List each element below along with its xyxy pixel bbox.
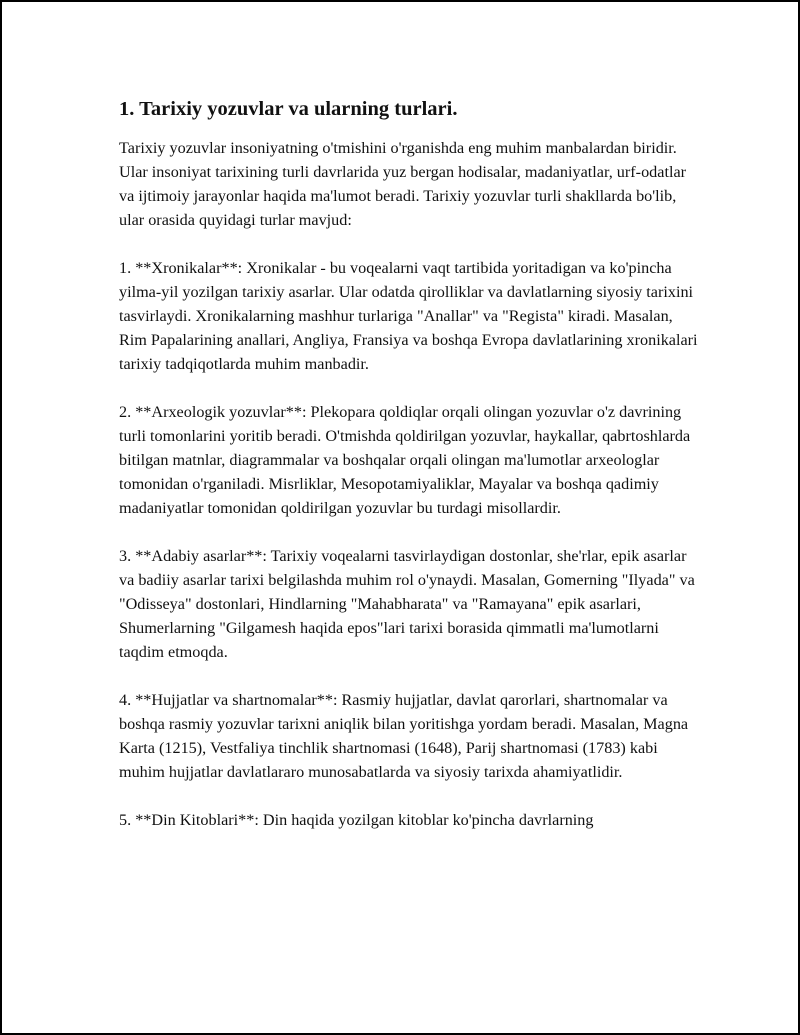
paragraph-spacer <box>119 664 699 688</box>
paragraph-arxeologik-yozuvlar: 2. **Arxeologik yozuvlar**: Plekopara qoldiqlar orqali olingan yozuvlar o'z davrining turli tomonlarini yoritib beradi. O'tmishda qoldirilgan yozuvlar, haykallar, qabrtoshlarda bitilgan matnlar, diagrammalar va boshqalar orqali olingan ma'lumotlar arxeologlar tomonidan o'rganiladi. Misrliklar, Mesopotamiyaliklar, Mayalar va boshqa qadimiy madaniyatlar tomonidan qoldirilgan yozuvlar bu turdagi misollardir. <box>119 403 691 517</box>
paragraph-spacer <box>119 376 699 400</box>
paragraph-hujjatlar: 4. **Hujjatlar va shartnomalar**: Rasmiy hujjatlar, davlat qarorlari, shartnomalar va boshqa rasmiy yozuvlar tarixni aniqlik bilan yoritishga yordam beradi. Masalan, Magna Karta (1215), Vestfaliya tinchlik shartnomasi (1648), Parij shartnomasi (1783) kabi muhim hujjatlar davlatlararo munosabatlarda va siyosiy tarixda ahamiyatlidir. <box>119 691 689 781</box>
intro-paragraph: Tarixiy yozuvlar insoniyatning o'tmishini o'rganishda eng muhim manbalardan biridir. Ular insoniyat tarixining turli davrlarida yuz bergan hodisalar, madaniyatlar, urf-odatlar va ijtimoiy jarayonlar haqida ma'lumot beradi. Tarixiy yozuvlar turli shakllarda bo'lib, ular orasida quyidagi turlar mavjud: <box>119 139 687 229</box>
paragraph-spacer <box>119 784 699 808</box>
paragraph-xronikalar: 1. **Xronikalar**: Xronikalar - bu voqealarni vaqt tartibida yoritadigan va ko'pincha yilma-yil yozilgan tarixiy asarlar. Ular odatda qirolliklar va davlatlarning siyosiy tarixini tasvirlaydi. Xronikalarning mashhur turlariga "Anallar" va "Regista" kiradi. Masalan, Rim Papalarining anallari, Angliya, Fransiya va boshqa Evropa davlatlarining xronikalari tarixiy tadqiqotlarda muhim manbadir. <box>119 259 698 373</box>
paragraph-adabiy-asarlar: 3. **Adabiy asarlar**: Tarixiy voqealarni tasvirlaydigan dostonlar, she'rlar, epik asarlar va badiiy asarlar tarixi belgilashda muhim rol o'ynaydi. Masalan, Gomerning "Ilyada" va "Odisseya" dostonlari, Hindlarning "Mahabharata" va "Ramayana" epik asarlari, Shumerlarning "Gilgamesh haqida epos"lari tarixi borasida qimmatli ma'lumotlarni taqdim etmoqda. <box>119 547 695 661</box>
paragraph-spacer <box>119 232 699 256</box>
paragraph-spacer <box>119 520 699 544</box>
document-content <box>119 96 699 832</box>
section-title: 1. Tarixiy yozuvlar va ularning turlari. <box>119 98 458 120</box>
paragraph-din-kitoblari: 5. **Din Kitoblari**: Din haqida yozilgan kitoblar ko'pincha davrlarning <box>119 811 594 829</box>
